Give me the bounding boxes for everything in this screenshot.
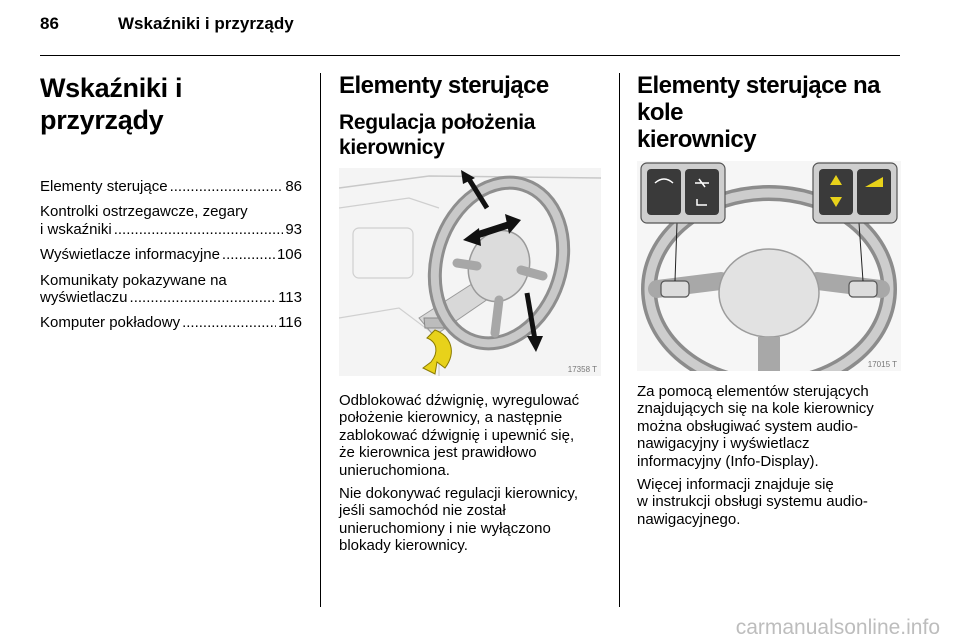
body-text (637, 383, 907, 528)
toc-title: Komputer pokładowy (40, 314, 181, 332)
watermark: carmanualsonline.info (735, 616, 940, 639)
table-of-contents (40, 178, 302, 332)
steering-wheel-controls-illustration (637, 161, 901, 371)
column-divider-2 (619, 73, 620, 607)
paragraph: Nie dokonywać regulacji kierownicy, jeśli samochód nie został unieruchomiony i nie wyłączono blokady kierownicy. (339, 485, 578, 555)
body-text (339, 392, 601, 555)
section-title: Elementy sterujące (339, 72, 549, 99)
toc-page: 86 (285, 178, 302, 195)
toc-title: Elementy sterujące (40, 178, 168, 195)
subsection-title: Regulacja położenia kierownicy (339, 111, 536, 159)
steering-adjust-figure (339, 168, 601, 376)
toc-item[interactable] (40, 314, 302, 331)
toc-page: 93 (285, 220, 302, 238)
section-title: Elementy sterujące na kole kierownicy (637, 72, 880, 153)
toc-column (40, 72, 302, 340)
steering-wheel-illustration (339, 168, 601, 376)
toc-title: Komunikaty pokazywane na (40, 271, 227, 289)
toc-leader (170, 178, 284, 195)
wheel-controls-figure (637, 161, 901, 371)
toc-page: 116 (278, 314, 302, 332)
header-rule (40, 55, 900, 56)
toc-leader (182, 314, 276, 331)
toc-page: 106 (276, 246, 302, 264)
figure-code: 17015 T (867, 360, 897, 369)
steering-adjust-column (339, 72, 601, 561)
paragraph: Odblokować dźwignię, wyregulować położenie kierownicy, a następnie zablokować dźwignię i upewnić się, że kierownica jest prawidłowo unieruchomiona. (339, 392, 580, 479)
toc-leader (130, 289, 277, 306)
toc-title-cont: i wskaźniki (40, 220, 112, 238)
toc-item[interactable] (40, 272, 302, 307)
toc-title: Kontrolki ostrzegawcze, zegary (40, 203, 248, 221)
toc-leader (114, 221, 284, 238)
paragraph: Za pomocą elementów sterujących znajdujących się na kole kierownicy można obsługiwać system audio- nawigacyjny i wyświetlacz informacyjny (Info-Display). (637, 383, 874, 470)
toc-leader (222, 246, 275, 263)
chapter-title: Wskaźniki i przyrządy (40, 73, 183, 135)
toc-page: 113 (278, 289, 302, 307)
paragraph: Więcej informacji znajduje się w instrukcji obsługi systemu audio- nawigacyjnego. (637, 476, 868, 528)
running-title: Wskaźniki i przyrządy (118, 14, 294, 33)
page-header (40, 14, 900, 50)
page-number: 86 (40, 14, 59, 33)
toc-title: Wyświetlacze informacyjne (40, 246, 220, 264)
wheel-controls-column (637, 72, 907, 534)
toc-title-cont: wyświetlaczu (40, 289, 128, 307)
column-divider-1 (320, 73, 321, 607)
toc-item[interactable] (40, 178, 302, 195)
toc-item[interactable] (40, 246, 302, 263)
figure-code: 17358 T (567, 365, 597, 374)
toc-item[interactable] (40, 203, 302, 238)
